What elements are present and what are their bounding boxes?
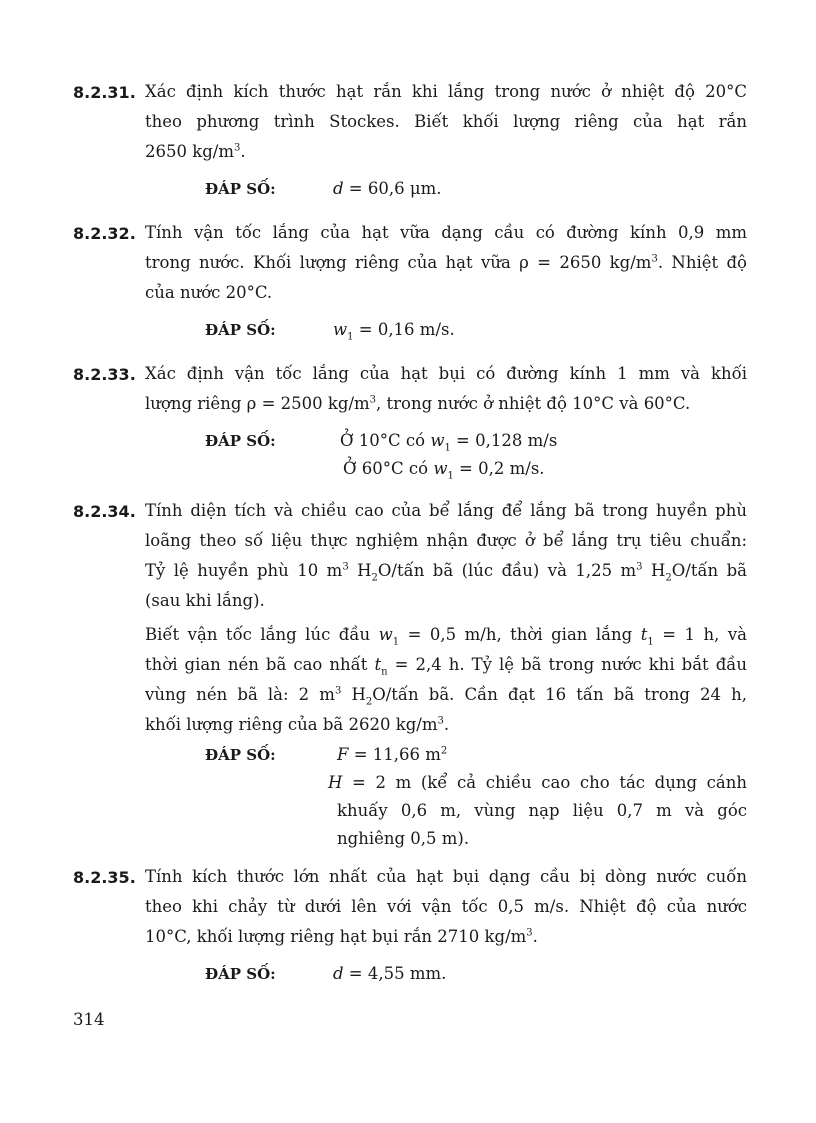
problem-text-line: Xác định vận tốc lắng của hạt bụi có đường kính 1 mm và khối	[145, 364, 747, 383]
problem-text-line: loãng theo số liệu thực nghiệm nhận được ở bể lắng trụ tiêu chuẩn:	[145, 531, 747, 550]
answer-value: d = 4,55 mm.	[333, 964, 447, 983]
problem-number: 8.2.31.	[73, 83, 136, 102]
answer-label: ĐÁP SỐ:	[205, 321, 276, 339]
problem-text-line: Tính diện tích và chiều cao của bể lắng để lắng bã trong huyền phù	[145, 501, 747, 520]
problem-number: 8.2.34.	[73, 502, 136, 521]
answer-value: H = 2 m (kể cả chiều cao cho tác dụng cánh	[328, 773, 747, 792]
problem-text-line: theo phương trình Stockes. Biết khối lượng riêng của hạt rắn	[145, 112, 747, 131]
problem-number: 8.2.35.	[73, 868, 136, 887]
problem-text-line: Tính kích thước lớn nhất của hạt bụi dạng cầu bị dòng nước cuốn	[145, 867, 747, 886]
answer-label: ĐÁP SỐ:	[205, 180, 276, 198]
answer-value: nghiêng 0,5 m).	[337, 829, 470, 848]
problem-text-line: 2650 $kg/m^3$.	[145, 142, 246, 161]
problem-number: 8.2.33.	[73, 365, 136, 384]
problem-number: 8.2.32.	[73, 224, 136, 243]
problem-text-line: lượng riêng ρ = 2500 $kg/m^3$, trong nước ở nhiệt độ 10°C và 60°C.	[145, 394, 691, 413]
problem-text-line: trong nước. Khối lượng riêng của hạt vữa ρ = 2650 $kg/m^3$. Nhiệt độ	[145, 253, 747, 272]
problem-text-line: thời gian nén bã cao nhất $t_n = 2,4$ h. Tỷ lệ bã trong nước khi bắt đầu	[145, 655, 748, 678]
problem-text-line: Tỷ lệ huyền phù 10 $m^3$ $H_2O$/tấn bã (lúc đầu) và 1,25 $m^3$ $H_2O$/tấn bã	[145, 561, 748, 584]
answer-value: F = 11,66 $m^2$	[337, 745, 448, 764]
problem-text-line: khối lượng riêng của bã 2620 $kg/m^3$.	[145, 715, 450, 734]
answer-value: Ở 10°C có $w_1 = 0,128$ m/s	[340, 431, 558, 454]
problem-text-line: của nước 20°C.	[145, 283, 273, 302]
answer-value: $w_1 = 0,16$ m/s.	[333, 320, 455, 343]
problem-text-line: theo khi chảy từ dưới lên với vận tốc 0,5 m/s. Nhiệt độ của nước	[145, 897, 747, 916]
answer-label: ĐÁP SỐ:	[205, 746, 276, 764]
answer-value: khuấy 0,6 m, vùng nạp liệu 0,7 m và góc	[337, 801, 747, 820]
answer-label: ĐÁP SỐ:	[205, 432, 276, 450]
problem-text-line: Xác định kích thước hạt rắn khi lắng trong nước ở nhiệt độ 20°C	[145, 82, 747, 101]
answer-value: Ở 60°C có $w_1 = 0,2$ m/s.	[343, 459, 545, 482]
page-number: 314	[73, 1010, 105, 1029]
answer-value: d = 60,6 μm.	[333, 179, 442, 198]
problem-text-line: (sau khi lắng).	[145, 591, 265, 610]
problem-text-line: Tính vận tốc lắng của hạt vữa dạng cầu có đường kính 0,9 mm	[145, 223, 747, 242]
problem-text-line: 10°C, khối lượng riêng hạt bụi rắn 2710 $kg/m^3$.	[145, 927, 538, 946]
problem-text-line: vùng nén bã là: 2 $m^3$ $H_2O$/tấn bã. Cần đạt 16 tấn bã trong 24 h,	[145, 685, 748, 708]
problem-text-line: Biết vận tốc lắng lúc đầu $w_1 = 0,5$ m/h, thời gian lắng $t_1 = 1$ h, và	[145, 625, 748, 648]
answer-label: ĐÁP SỐ:	[205, 965, 276, 983]
